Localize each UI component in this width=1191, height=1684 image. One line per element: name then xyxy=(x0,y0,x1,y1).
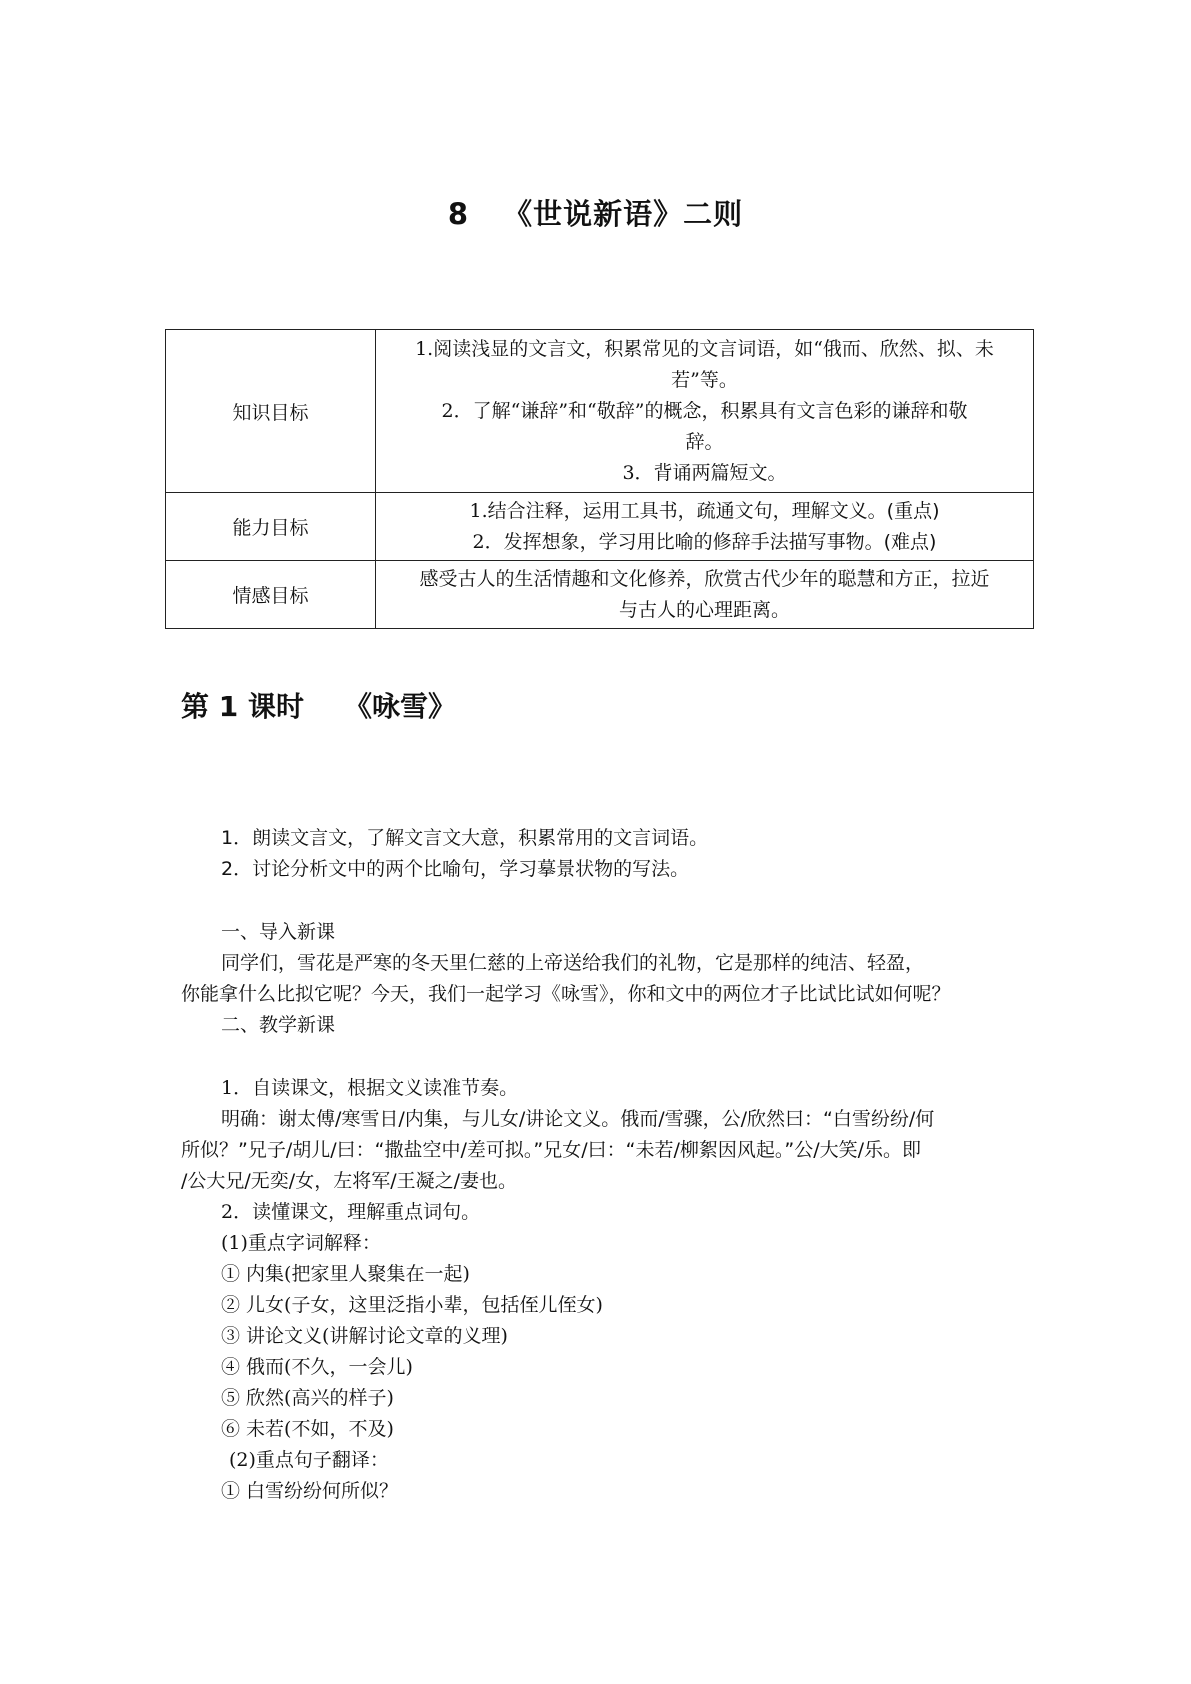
word-item: ① 内集(把家里人聚集在一起) xyxy=(221,1263,470,1285)
goals-row-ability xyxy=(166,493,1034,561)
goal-line: 3．背诵两篇短文。 xyxy=(622,461,787,484)
goal-label: 情感目标 xyxy=(166,561,376,629)
word-item: ④ 俄而(不久，一会儿) xyxy=(221,1356,413,1378)
lesson-title xyxy=(181,685,456,725)
goal-line: 感受古人的生活情趣和文化修养，欣赏古代少年的聪慧和方正，拉近 xyxy=(419,567,990,590)
clarify-line xyxy=(181,1104,1031,1135)
paragraph-line: 你能拿什么比拟它呢？今天，我们一起学习《咏雪》，你和文中的两位才子比试比试如何呢？ xyxy=(181,983,951,1005)
lesson-name: 《世说新语》二则 xyxy=(503,197,744,231)
word-item: ⑥ 未若(不如，不及) xyxy=(221,1418,394,1440)
poem-title: 《咏雪》 xyxy=(343,690,456,723)
lesson-period: 第 1 课时 xyxy=(181,690,304,723)
objective-item: 2．讨论分析文中的两个比喻句，学习摹景状物的写法。 xyxy=(221,858,690,880)
word-item: ⑤ 欣然(高兴的样子) xyxy=(221,1387,394,1409)
goal-content xyxy=(376,561,1034,629)
goal-line: 1.阅读浅显的文言文，积累常见的文言词语，如“俄而、欣然、拟、未 xyxy=(415,337,994,360)
goal-line: 辞。 xyxy=(685,430,724,453)
goal-line: 若”等。 xyxy=(671,368,738,391)
goal-line: 与古人的心理距离。 xyxy=(618,598,790,621)
subheading: (1)重点字词解释： xyxy=(221,1232,381,1254)
goals-row-emotion xyxy=(166,561,1034,629)
paragraph-line: 同学们，雪花是严寒的冬天里仁慈的上帝送给我们的礼物，它是那样的纯洁、轻盈， xyxy=(221,952,925,974)
difficulty-mark: (重点) xyxy=(886,499,940,522)
goal-line-text: 2．发挥想象，学习用比喻的修辞手法描写事物。 xyxy=(472,530,884,553)
clarify-line: /公大兄/无奕/女，左将军/王凝之/妻也。 xyxy=(181,1170,518,1192)
step-item: 1．自读课文，根据文义读准节奏。 xyxy=(221,1077,519,1099)
clarify-text: 谢太傅/寒雪日/内集，与儿女/讲论文义。俄而/雪骤，公/欣然曰：“白雪纷纷/何 xyxy=(278,1108,935,1130)
section-heading: 一、导入新课 xyxy=(221,921,336,943)
goal-line: 2．了解“谦辞”和“敬辞”的概念，积累具有文言色彩的谦辞和敬 xyxy=(441,399,968,422)
goal-content xyxy=(376,330,1034,493)
subheading: (2)重点句子翻译： xyxy=(229,1449,389,1471)
goal-line xyxy=(384,496,1025,527)
goal-line xyxy=(384,527,1025,558)
step-item: 2．读懂课文，理解重点词句。 xyxy=(221,1201,481,1223)
word-item: ② 儿女(子女，这里泛指小辈，包括侄儿侄女) xyxy=(221,1294,603,1316)
sentence-item: ① 白雪纷纷何所似？ xyxy=(221,1480,399,1502)
objectives xyxy=(181,823,1031,885)
difficulty-mark: (难点) xyxy=(883,530,937,553)
goals-row-knowledge xyxy=(166,330,1034,493)
section-teaching xyxy=(181,1073,1031,1507)
goal-line-text: 1.结合注释，运用工具书，疏通文句，理解文义。 xyxy=(469,499,887,522)
clarify-label: 明确： xyxy=(221,1108,279,1130)
goal-content xyxy=(376,493,1034,561)
goal-label: 知识目标 xyxy=(166,330,376,493)
objective-item: 1．朗读文言文，了解文言文大意，积累常用的文言词语。 xyxy=(221,827,709,849)
section-intro xyxy=(181,917,1031,1041)
section-heading: 二、教学新课 xyxy=(221,1014,336,1036)
lesson-number: 8 xyxy=(447,197,470,231)
goals-table xyxy=(165,329,1034,629)
goal-label: 能力目标 xyxy=(166,493,376,561)
clarify-line: 所似？”兄子/胡儿/曰：“撒盐空中/差可拟。”兄女/曰：“未若/柳絮因风起。”公/大笑/乐。即 xyxy=(181,1139,922,1161)
word-item: ③ 讲论文义(讲解讨论文章的义理) xyxy=(221,1325,508,1347)
document-title xyxy=(0,192,1191,233)
